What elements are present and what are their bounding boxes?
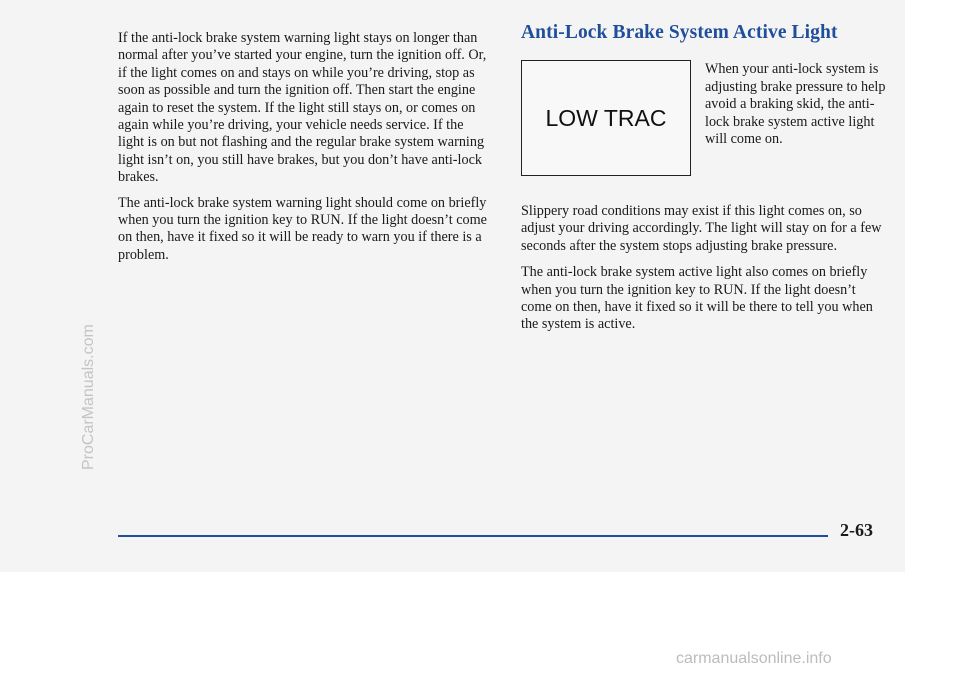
low-trac-indicator-icon [521, 60, 691, 176]
section-heading: Anti-Lock Brake System Active Light [521, 22, 838, 43]
paragraph-slippery-roads: Slippery road conditions may exist if this light comes on, so adjust your driving accordingly. The light will stay on for a few seconds after the system stops adjusting brake pressure. [521, 203, 882, 254]
indicator-label: LOW TRAC [545, 104, 667, 131]
side-watermark: ProCarManuals.com [80, 324, 97, 470]
left-column [118, 30, 493, 272]
paragraph-warning-light-stays-on: If the anti-lock brake system warning light stays on longer than normal after you’ve started your engine, turn the ignition off. Or, if the light comes on and stays on while you’re driving, stop as soon as possible and turn the ignition off. Then start the engine again to reset the system. If the light still stays on, or comes on again while you’re driving, your vehicle needs service. If the light is on but not flashing and the regular brake system warning light isn’t on, you still have brakes, but you don’t have anti-lock brakes. [118, 30, 487, 186]
page-number: 2-63 [840, 520, 873, 540]
paragraph-active-light-check: The anti-lock brake system active light also comes on briefly when you turn the ignition key to RUN. If the light doesn’t come on then, have it fixed so it will be there to tell you when the system is active. [521, 264, 873, 333]
footer-rule [118, 535, 828, 537]
indicator-description: When your anti-lock system is adjusting brake pressure to help avoid a braking skid, the anti-lock brake system active light will come on. [705, 61, 886, 148]
right-column [521, 203, 886, 343]
paragraph-warning-light-check: The anti-lock brake system warning light should come on briefly when you turn the ignition key to RUN. If the light doesn’t come on then, have it fixed so it will be ready to warn you if there is a problem. [118, 194, 487, 263]
footer-watermark: carmanualsonline.info [676, 650, 832, 667]
